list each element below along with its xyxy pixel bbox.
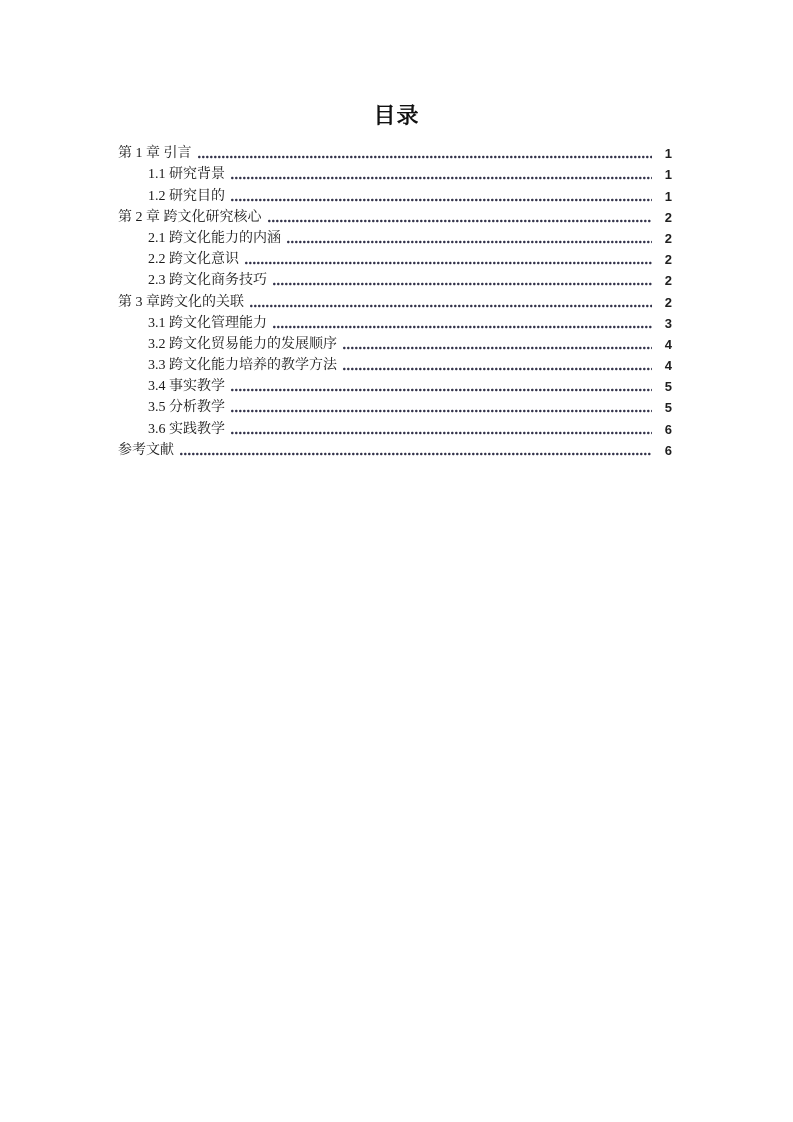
toc-dot-leader: [343, 367, 652, 371]
toc-page-number: 6: [664, 442, 672, 458]
toc-dot-leader: [180, 452, 652, 456]
toc-dot-leader: [273, 325, 652, 329]
toc-dot-leader: [250, 304, 652, 308]
toc-dot-leader: [231, 431, 652, 435]
toc-entry-label: 第 2 章 跨文化研究核心: [118, 209, 262, 225]
toc-entry[interactable]: [118, 163, 672, 184]
toc-page-number: 2: [664, 294, 672, 310]
toc-entry-label: 第 1 章 引言: [118, 146, 192, 162]
toc-dot-leader: [231, 198, 652, 202]
toc-dot-leader: [268, 219, 653, 223]
toc-entry-label: 1.2 研究目的: [148, 188, 225, 204]
toc-page-number: 1: [664, 188, 672, 204]
toc-entry[interactable]: [118, 417, 672, 438]
toc-dot-leader: [273, 282, 652, 286]
toc-entry-label: 1.1 研究背景: [148, 167, 225, 183]
toc-page-number: 5: [664, 379, 672, 395]
toc-dot-leader: [245, 261, 652, 265]
toc-entry-label: 3.6 实践教学: [148, 421, 225, 437]
toc-entry[interactable]: [118, 184, 672, 205]
toc-entry[interactable]: [118, 142, 672, 163]
toc-entry[interactable]: [118, 375, 672, 396]
toc-entry-label: 3.3 跨文化能力培养的教学方法: [148, 358, 337, 374]
toc-entry-label: 参考文献: [118, 442, 174, 458]
toc-page-number: 2: [664, 273, 672, 289]
toc-dot-leader: [231, 409, 652, 413]
toc-dot-leader: [343, 346, 652, 350]
toc-page-number: 2: [664, 209, 672, 225]
toc-dot-leader: [287, 240, 652, 244]
toc-entry[interactable]: [118, 333, 672, 354]
toc-entry[interactable]: [118, 248, 672, 269]
toc-entry-label: 第 3 章跨文化的关联: [118, 294, 244, 310]
toc-entry[interactable]: [118, 396, 672, 417]
toc-entry[interactable]: [118, 290, 672, 311]
toc-page-number: 1: [664, 146, 672, 162]
toc-page-number: 1: [664, 167, 672, 183]
toc-entry[interactable]: [118, 206, 672, 227]
toc-dot-leader: [198, 155, 653, 159]
toc-entry-label: 3.1 跨文化管理能力: [148, 315, 267, 331]
toc-page-number: 2: [664, 252, 672, 268]
toc-page-number: 4: [664, 336, 672, 352]
toc-page-number: 4: [664, 358, 672, 374]
toc-entry-label: 3.5 分析教学: [148, 400, 225, 416]
toc-page-number: 6: [664, 421, 672, 437]
toc-page-number: 5: [664, 400, 672, 416]
toc-entry[interactable]: [118, 269, 672, 290]
toc-entry-label: 2.2 跨文化意识: [148, 252, 239, 268]
toc-page-number: 2: [664, 230, 672, 246]
toc-entry-label: 2.1 跨文化能力的内涵: [148, 230, 281, 246]
toc-entry[interactable]: [118, 312, 672, 333]
toc-entry-label: 2.3 跨文化商务技巧: [148, 273, 267, 289]
toc-title: 目录: [373, 103, 420, 128]
toc-entry[interactable]: [118, 354, 672, 375]
toc-entry-label: 3.4 事实教学: [148, 379, 225, 395]
toc-entry[interactable]: [118, 439, 672, 460]
toc-dot-leader: [231, 388, 652, 392]
toc-entry[interactable]: [118, 227, 672, 248]
toc-entry-label: 3.2 跨文化贸易能力的发展顺序: [148, 336, 337, 352]
toc-page-number: 3: [664, 315, 672, 331]
toc-dot-leader: [231, 176, 652, 180]
toc-list: [118, 142, 672, 460]
